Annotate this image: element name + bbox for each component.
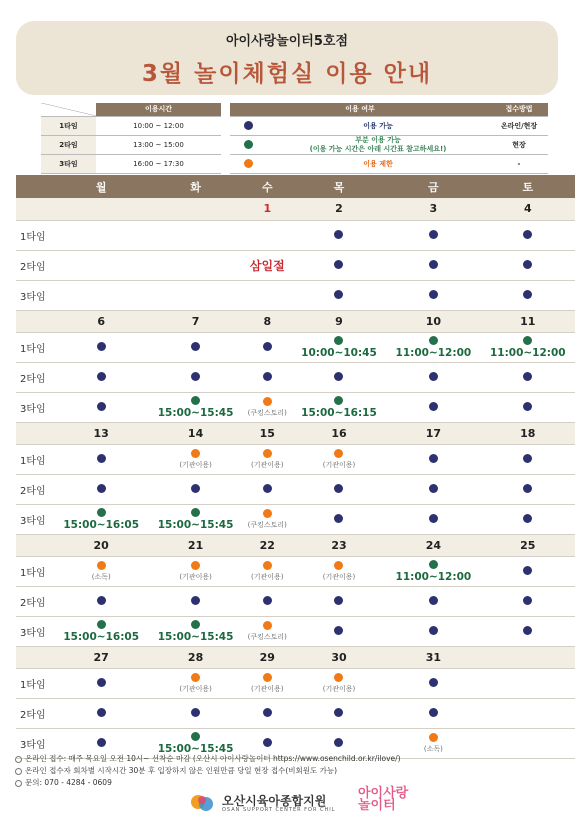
date-cell: 4 bbox=[481, 198, 575, 220]
legend-method: - bbox=[490, 154, 548, 173]
available-dot-icon bbox=[523, 402, 532, 411]
slot-cell bbox=[243, 444, 292, 474]
footnote-item bbox=[15, 777, 401, 789]
available-dot-icon bbox=[97, 708, 106, 717]
partial-dot-icon bbox=[334, 396, 343, 405]
footnotes bbox=[15, 753, 401, 789]
restricted-dot-icon bbox=[263, 509, 272, 518]
legend-text-line: (이용 가능 시간은 아래 시간표 참고하세요!) bbox=[309, 144, 447, 153]
available-dot-icon bbox=[334, 372, 343, 381]
available-dot-icon bbox=[334, 626, 343, 635]
available-dot-icon bbox=[97, 596, 106, 605]
center-logo-icon bbox=[190, 792, 214, 814]
slot-cell bbox=[386, 586, 480, 616]
available-dot-icon bbox=[523, 484, 532, 493]
slot-cell bbox=[386, 556, 480, 586]
partial-dot-icon bbox=[191, 732, 200, 741]
footnote-text: 온라인 접수자 회차별 시작시간 30분 후 입장하지 않은 인원만큼 당일 현장 접수(비회원도 가능) bbox=[25, 766, 338, 775]
available-dot-icon bbox=[191, 708, 200, 717]
restricted-dot-icon bbox=[334, 449, 343, 458]
available-dot-icon bbox=[334, 514, 343, 523]
usage-note: (쿠킹스토리) bbox=[247, 521, 287, 529]
restricted-dot-icon bbox=[429, 733, 438, 742]
slot-cell bbox=[481, 504, 575, 534]
slot-cell bbox=[148, 616, 242, 646]
available-dot-icon bbox=[334, 738, 343, 747]
time-table-corner bbox=[41, 103, 96, 116]
slot-label: 2타임 bbox=[16, 474, 54, 504]
slot-cell bbox=[386, 332, 480, 362]
available-dot-icon bbox=[97, 484, 106, 493]
slot-cell bbox=[148, 362, 242, 392]
slot-cell bbox=[54, 250, 148, 280]
available-dot-icon bbox=[523, 290, 532, 299]
available-dot-icon bbox=[334, 708, 343, 717]
holiday-label: 삼일절 bbox=[249, 258, 285, 273]
time-slot-value: 16:00 ~ 17:30 bbox=[96, 154, 221, 173]
slot-cell bbox=[386, 668, 480, 698]
slot-cell bbox=[386, 616, 480, 646]
date-cell: 25 bbox=[481, 534, 575, 556]
time-slot-value: 10:00 ~ 12:00 bbox=[96, 116, 221, 135]
available-dot-icon bbox=[191, 342, 200, 351]
usage-note: (기관이용) bbox=[179, 461, 212, 469]
restricted-dot-icon bbox=[334, 561, 343, 570]
slot-cell bbox=[54, 586, 148, 616]
slot-cell bbox=[243, 220, 292, 250]
usage-note: (기관이용) bbox=[322, 573, 356, 581]
usage-note: (기관이용) bbox=[322, 461, 356, 469]
slot-cell bbox=[243, 504, 292, 534]
slot-cell bbox=[243, 362, 292, 392]
footnote-text: 문의: 070 - 4284 - 0609 bbox=[25, 778, 112, 787]
date-cell: 20 bbox=[54, 534, 148, 556]
date-cell: 21 bbox=[148, 534, 242, 556]
date-cell: 1 bbox=[243, 198, 292, 220]
slot-cell bbox=[148, 556, 242, 586]
time-slot-label: 1타임 bbox=[41, 116, 96, 135]
partial-dot-icon bbox=[191, 620, 200, 629]
available-dot-icon bbox=[191, 596, 200, 605]
date-cell: 6 bbox=[54, 310, 148, 332]
legend-text bbox=[266, 135, 490, 154]
slot-label: 3타임 bbox=[16, 504, 54, 534]
slot-cell bbox=[54, 616, 148, 646]
slot-cell bbox=[481, 220, 575, 250]
slot-cell bbox=[54, 392, 148, 422]
available-dot-icon bbox=[97, 342, 106, 351]
partial-dot-icon bbox=[523, 336, 532, 345]
available-dot-icon bbox=[429, 402, 438, 411]
usage-note: (쿠킹스토리) bbox=[247, 633, 287, 641]
day-header: 토 bbox=[481, 175, 575, 198]
slot-cell bbox=[386, 444, 480, 474]
day-header: 화 bbox=[148, 175, 242, 198]
partial-time: 15:00~16:15 bbox=[301, 406, 377, 419]
restricted-dot-icon bbox=[191, 561, 200, 570]
date-cell: 30 bbox=[292, 646, 386, 668]
slot-cell bbox=[292, 392, 386, 422]
time-table-header: 이용시간 bbox=[96, 103, 221, 116]
slot-cell bbox=[148, 392, 242, 422]
date-cell: 28 bbox=[148, 646, 242, 668]
slot-cell bbox=[386, 474, 480, 504]
usage-note: (기관이용) bbox=[251, 573, 284, 581]
date-cell: 31 bbox=[386, 646, 480, 668]
available-dot-icon bbox=[523, 230, 532, 239]
legend-dot-cell bbox=[230, 154, 266, 173]
restricted-dot-icon bbox=[263, 673, 272, 682]
slot-cell bbox=[386, 220, 480, 250]
playground-logo-line: 놀이터 bbox=[358, 798, 396, 813]
time-slot-value: 13:00 ~ 15:00 bbox=[96, 135, 221, 154]
usage-note: (기관이용) bbox=[251, 685, 284, 693]
slot-cell bbox=[148, 332, 242, 362]
partial-time: 15:00~16:05 bbox=[63, 630, 140, 643]
available-dot-icon bbox=[429, 372, 438, 381]
slot-cell bbox=[292, 586, 386, 616]
partial-time: 15:00~16:05 bbox=[63, 518, 140, 531]
slot-cell bbox=[243, 668, 292, 698]
partial-dot-icon bbox=[429, 336, 438, 345]
available-dot-icon bbox=[523, 566, 532, 575]
slot-label: 2타임 bbox=[16, 586, 54, 616]
slot-cell bbox=[148, 280, 242, 310]
partial-time: 15:00~15:45 bbox=[157, 406, 234, 419]
available-dot-icon bbox=[334, 484, 343, 493]
footnote-item bbox=[15, 765, 401, 777]
available-dot-icon bbox=[263, 372, 272, 381]
slot-cell bbox=[54, 280, 148, 310]
legend-method: 현장 bbox=[490, 135, 548, 154]
date-cell bbox=[481, 646, 575, 668]
slot-cell bbox=[481, 444, 575, 474]
footnote-item bbox=[15, 753, 401, 765]
available-dot-icon bbox=[97, 372, 106, 381]
time-slot-label: 2타임 bbox=[41, 135, 96, 154]
date-row-label bbox=[16, 646, 54, 668]
available-dot-icon bbox=[97, 678, 106, 687]
date-cell bbox=[148, 198, 242, 220]
restricted-dot-icon bbox=[263, 397, 272, 406]
slot-cell bbox=[243, 556, 292, 586]
date-cell: 24 bbox=[386, 534, 480, 556]
time-slot-label: 3타임 bbox=[41, 154, 96, 173]
available-dot-icon bbox=[263, 342, 272, 351]
legend-dot-cell bbox=[230, 135, 266, 154]
slot-label: 1타임 bbox=[16, 556, 54, 586]
footer-logos bbox=[180, 786, 440, 816]
date-cell: 8 bbox=[243, 310, 292, 332]
date-cell: 7 bbox=[148, 310, 242, 332]
restricted-dot-icon bbox=[263, 561, 272, 570]
date-cell: 17 bbox=[386, 422, 480, 444]
available-dot-icon bbox=[429, 708, 438, 717]
slot-label: 1타임 bbox=[16, 444, 54, 474]
legend-dot-cell bbox=[230, 116, 266, 135]
restricted-dot-icon bbox=[334, 673, 343, 682]
slot-label: 3타임 bbox=[16, 616, 54, 646]
slot-label: 3타임 bbox=[16, 280, 54, 310]
day-header: 월 bbox=[54, 175, 148, 198]
slot-cell bbox=[243, 698, 292, 728]
legend-table bbox=[230, 103, 548, 174]
time-table bbox=[41, 103, 221, 174]
slot-cell bbox=[481, 362, 575, 392]
slot-cell bbox=[481, 586, 575, 616]
date-cell: 22 bbox=[243, 534, 292, 556]
partial-time: 15:00~15:45 bbox=[157, 742, 234, 755]
calendar-corner bbox=[16, 175, 54, 198]
slot-cell bbox=[148, 250, 242, 280]
day-header: 금 bbox=[386, 175, 480, 198]
available-dot-icon bbox=[429, 596, 438, 605]
slot-cell bbox=[243, 616, 292, 646]
slot-cell bbox=[292, 474, 386, 504]
slot-cell bbox=[386, 504, 480, 534]
playground-logo bbox=[358, 788, 408, 812]
available-dot-icon bbox=[244, 121, 253, 130]
slot-cell bbox=[54, 444, 148, 474]
usage-note: (소독) bbox=[423, 745, 443, 753]
legend-text-line: 부분 이용 가능 bbox=[355, 135, 401, 144]
playground-logo-line: 아이사랑 bbox=[358, 786, 409, 801]
slot-cell bbox=[292, 504, 386, 534]
available-dot-icon bbox=[191, 484, 200, 493]
available-dot-icon bbox=[523, 372, 532, 381]
slot-cell bbox=[292, 444, 386, 474]
partial-time: 10:00~10:45 bbox=[301, 346, 377, 359]
date-cell: 9 bbox=[292, 310, 386, 332]
slot-cell bbox=[481, 556, 575, 586]
restricted-dot-icon bbox=[263, 621, 272, 630]
available-dot-icon bbox=[97, 738, 106, 747]
slot-cell bbox=[54, 362, 148, 392]
slot-cell bbox=[481, 250, 575, 280]
available-dot-icon bbox=[429, 678, 438, 687]
partial-dot-icon bbox=[429, 560, 438, 569]
restricted-dot-icon bbox=[263, 449, 272, 458]
available-dot-icon bbox=[263, 484, 272, 493]
slot-cell bbox=[481, 474, 575, 504]
partial-dot-icon bbox=[244, 140, 253, 149]
legend-text: 이용 가능 bbox=[266, 116, 490, 135]
legend-method-header: 접수방법 bbox=[490, 103, 548, 116]
date-cell: 3 bbox=[386, 198, 480, 220]
date-cell: 29 bbox=[243, 646, 292, 668]
slot-cell bbox=[148, 220, 242, 250]
partial-dot-icon bbox=[191, 508, 200, 517]
slot-cell bbox=[292, 698, 386, 728]
slot-cell bbox=[292, 556, 386, 586]
partial-time: 11:00~12:00 bbox=[395, 570, 472, 583]
day-header: 수 bbox=[243, 175, 292, 198]
date-cell bbox=[54, 198, 148, 220]
slot-cell bbox=[148, 586, 242, 616]
usage-note: (기관이용) bbox=[179, 573, 212, 581]
bullet-circle-icon bbox=[15, 768, 22, 775]
slot-label: 3타임 bbox=[16, 392, 54, 422]
available-dot-icon bbox=[523, 626, 532, 635]
partial-dot-icon bbox=[97, 620, 106, 629]
restricted-dot-icon bbox=[244, 159, 253, 168]
available-dot-icon bbox=[97, 402, 106, 411]
slot-cell bbox=[54, 698, 148, 728]
restricted-dot-icon bbox=[191, 449, 200, 458]
partial-time: 11:00~12:00 bbox=[489, 346, 566, 359]
available-dot-icon bbox=[191, 372, 200, 381]
slot-cell bbox=[54, 332, 148, 362]
available-dot-icon bbox=[334, 230, 343, 239]
available-dot-icon bbox=[523, 596, 532, 605]
page-title: 3월 놀이체험실 이용 안내 bbox=[141, 61, 433, 87]
org-name: 아이사랑놀이터5호점 bbox=[225, 34, 349, 49]
date-cell: 27 bbox=[54, 646, 148, 668]
slot-cell bbox=[386, 392, 480, 422]
slot-cell bbox=[54, 556, 148, 586]
date-cell: 14 bbox=[148, 422, 242, 444]
slot-cell bbox=[148, 504, 242, 534]
partial-dot-icon bbox=[191, 396, 200, 405]
slot-cell bbox=[54, 668, 148, 698]
available-dot-icon bbox=[97, 454, 106, 463]
slot-cell bbox=[481, 616, 575, 646]
center-name: 오산시육아종합지원 bbox=[222, 794, 327, 808]
partial-time: 15:00~15:45 bbox=[157, 630, 234, 643]
available-dot-icon bbox=[429, 290, 438, 299]
partial-time: 15:00~15:45 bbox=[157, 518, 234, 531]
restricted-dot-icon bbox=[191, 673, 200, 682]
slot-label: 1타임 bbox=[16, 668, 54, 698]
date-cell: 11 bbox=[481, 310, 575, 332]
page-header bbox=[16, 21, 558, 95]
slot-label: 2타임 bbox=[16, 362, 54, 392]
legend-method: 온라인/현장 bbox=[490, 116, 548, 135]
bullet-circle-icon bbox=[15, 756, 22, 763]
slot-cell bbox=[54, 220, 148, 250]
slot-cell bbox=[386, 362, 480, 392]
slot-cell bbox=[243, 392, 292, 422]
available-dot-icon bbox=[263, 738, 272, 747]
slot-cell bbox=[292, 332, 386, 362]
center-sub: OSAN SUPPORT CENTER FOR CHIL bbox=[222, 807, 336, 813]
slot-cell bbox=[386, 698, 480, 728]
slot-cell bbox=[481, 668, 575, 698]
partial-dot-icon bbox=[97, 508, 106, 517]
slot-cell bbox=[292, 668, 386, 698]
available-dot-icon bbox=[334, 290, 343, 299]
slot-cell bbox=[386, 250, 480, 280]
slot-cell bbox=[481, 698, 575, 728]
partial-time: 11:00~12:00 bbox=[395, 346, 472, 359]
slot-cell bbox=[481, 392, 575, 422]
usage-note: (기관이용) bbox=[179, 685, 212, 693]
usage-note: (쿠킹스토리) bbox=[247, 409, 287, 417]
available-dot-icon bbox=[263, 596, 272, 605]
date-cell: 16 bbox=[292, 422, 386, 444]
date-row-label bbox=[16, 422, 54, 444]
slot-cell bbox=[243, 280, 292, 310]
slot-cell bbox=[292, 250, 386, 280]
usage-note: (기관이용) bbox=[251, 461, 284, 469]
date-cell: 23 bbox=[292, 534, 386, 556]
restricted-dot-icon bbox=[97, 561, 106, 570]
available-dot-icon bbox=[429, 230, 438, 239]
date-cell: 15 bbox=[243, 422, 292, 444]
legend-status-header: 이용 여부 bbox=[230, 103, 490, 116]
available-dot-icon bbox=[429, 484, 438, 493]
slot-cell bbox=[386, 280, 480, 310]
slot-cell bbox=[292, 362, 386, 392]
slot-cell bbox=[292, 280, 386, 310]
slot-label: 1타임 bbox=[16, 220, 54, 250]
slot-cell bbox=[481, 728, 575, 758]
slot-cell bbox=[243, 586, 292, 616]
date-cell: 2 bbox=[292, 198, 386, 220]
slot-cell bbox=[292, 220, 386, 250]
calendar-table bbox=[16, 175, 575, 759]
bullet-circle-icon bbox=[15, 780, 22, 787]
available-dot-icon bbox=[523, 260, 532, 269]
available-dot-icon bbox=[523, 514, 532, 523]
slot-cell bbox=[54, 474, 148, 504]
available-dot-icon bbox=[429, 626, 438, 635]
available-dot-icon bbox=[334, 260, 343, 269]
slot-cell bbox=[148, 668, 242, 698]
slot-cell bbox=[148, 698, 242, 728]
slot-cell bbox=[243, 474, 292, 504]
slot-cell bbox=[54, 504, 148, 534]
slot-cell bbox=[148, 474, 242, 504]
slot-label: 1타임 bbox=[16, 332, 54, 362]
slot-cell bbox=[148, 444, 242, 474]
available-dot-icon bbox=[523, 454, 532, 463]
date-cell: 13 bbox=[54, 422, 148, 444]
available-dot-icon bbox=[263, 708, 272, 717]
slot-label: 2타임 bbox=[16, 250, 54, 280]
slot-cell bbox=[481, 332, 575, 362]
date-cell: 18 bbox=[481, 422, 575, 444]
usage-note: (소독) bbox=[91, 573, 111, 581]
slot-label: 2타임 bbox=[16, 698, 54, 728]
available-dot-icon bbox=[429, 260, 438, 269]
usage-note: (기관이용) bbox=[322, 685, 356, 693]
date-row-label bbox=[16, 198, 54, 220]
date-row-label bbox=[16, 534, 54, 556]
date-cell: 10 bbox=[386, 310, 480, 332]
day-header: 목 bbox=[292, 175, 386, 198]
partial-dot-icon bbox=[334, 336, 343, 345]
slot-cell bbox=[243, 332, 292, 362]
available-dot-icon bbox=[334, 596, 343, 605]
available-dot-icon bbox=[429, 514, 438, 523]
footnote-text: 온라인 접수: 매주 목요일 오전 10시~ 선착순 마감 (오산시 아이사랑놀이터 https://www.osenchild.or.kr/ilove/) bbox=[25, 754, 401, 763]
available-dot-icon bbox=[429, 454, 438, 463]
slot-cell bbox=[292, 616, 386, 646]
date-row-label bbox=[16, 310, 54, 332]
slot-cell bbox=[243, 250, 292, 280]
slot-cell bbox=[481, 280, 575, 310]
legend-text: 이용 제한 bbox=[266, 154, 490, 173]
slot-label: 3타임 bbox=[16, 728, 54, 758]
